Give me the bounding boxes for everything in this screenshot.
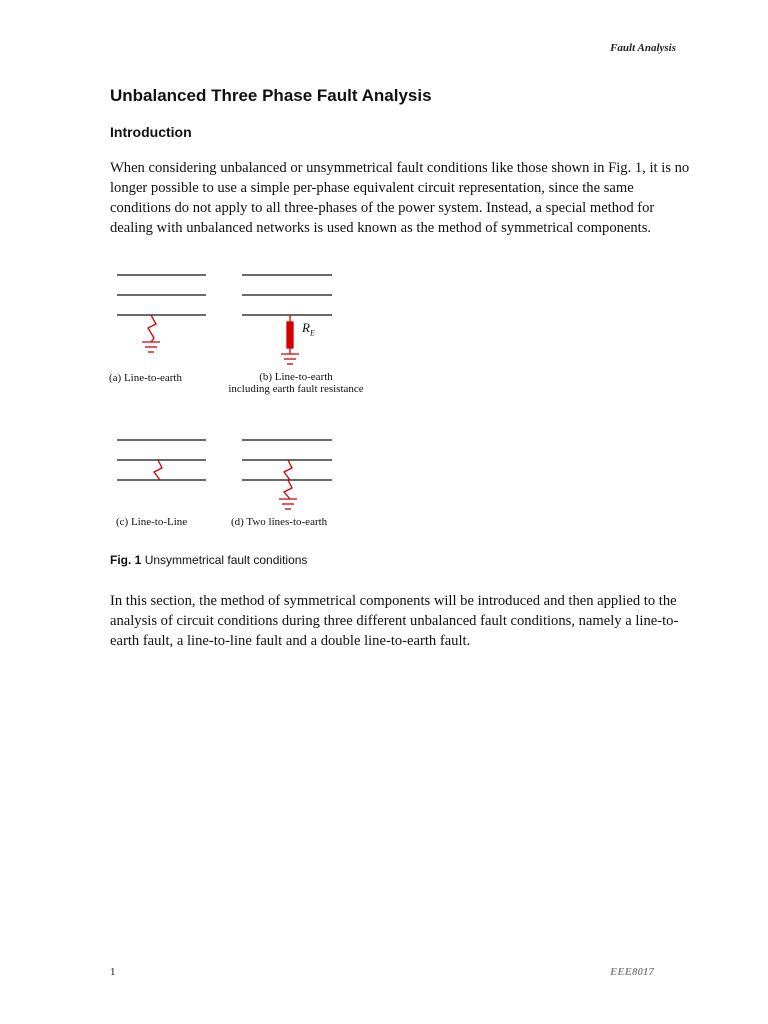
closing-paragraph: In this section, the method of symmetrical components will be introduced and then applied to the analysis of circuit conditions during three different unbalanced fault conditions, namely a line-to-earth fault, a line-to-line fault and a double line-to-earth fault. [110, 593, 679, 649]
fault-symbol-c [154, 460, 162, 480]
figure-number: Fig. 1 [110, 553, 142, 567]
course-code: EEE8017 [609, 966, 654, 978]
label-a: (a) Line-to-earth [109, 372, 182, 384]
fault-diagram [100, 262, 400, 542]
fault-conditions-figure [100, 262, 400, 542]
earth-resistor-b [281, 315, 299, 364]
fault-symbol-a [142, 315, 160, 352]
resistor-label: $R_E$ [302, 320, 315, 338]
diagram-d [242, 440, 332, 480]
section-heading: Introduction [110, 124, 192, 140]
figure-caption-text: Unsymmetrical fault conditions [144, 553, 308, 567]
diagram-a [117, 275, 206, 315]
diagram-b [242, 275, 332, 315]
page-number: 1 [110, 966, 116, 978]
label-d: (d) Two lines-to-earth [231, 516, 328, 528]
figure-caption [110, 553, 307, 567]
running-header: Fault Analysis [610, 42, 676, 54]
fault-symbol-d [279, 460, 297, 509]
intro-paragraph: When considering unbalanced or unsymmetrical fault conditions like those shown in Fig. 1, it is no longer possible to use a simple per-phase equivalent circuit representation, since the same conditions do not apply to all three-phases of the power system. Instead, a special method for dealing with unbalanced networks is used known as the method of symmetrical components. [110, 160, 690, 236]
label-c: (c) Line-to-Line [116, 516, 188, 528]
page-title: Unbalanced Three Phase Fault Analysis [110, 86, 432, 105]
diagram-c [117, 440, 206, 480]
label-b: (b) Line-to-earth including earth fault resistance [228, 371, 364, 395]
